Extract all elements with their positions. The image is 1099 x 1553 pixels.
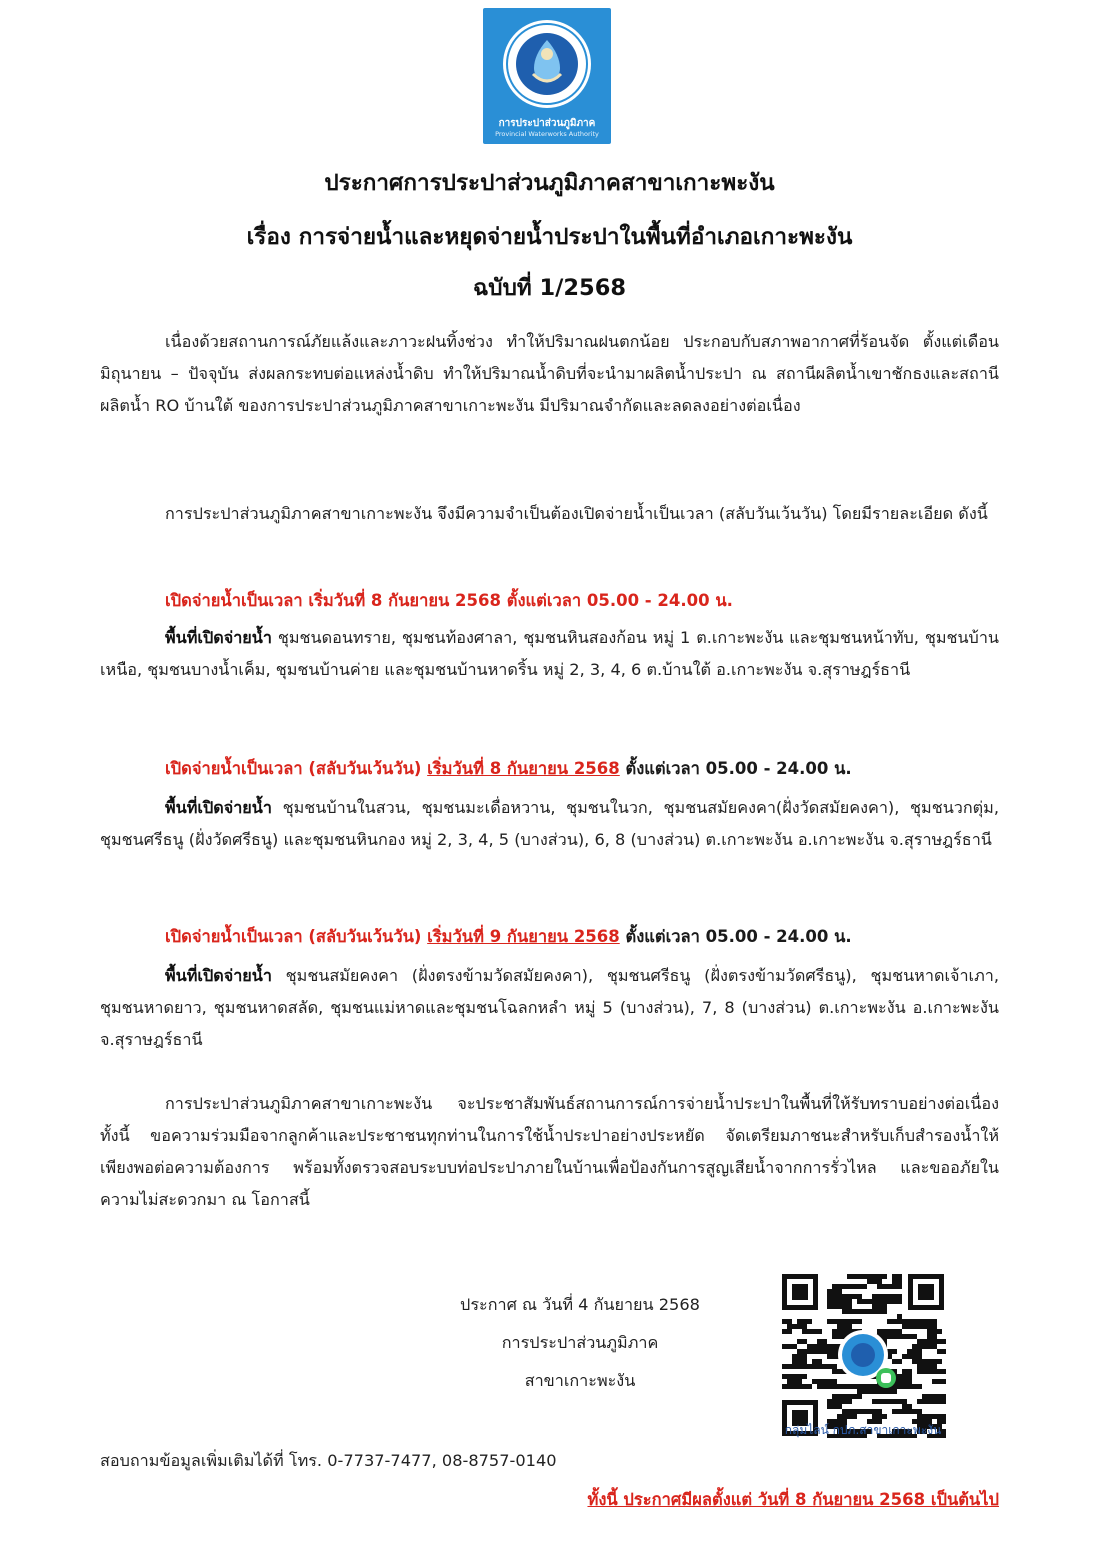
title-line-2: เรื่อง การจ่ายน้ำและหยุดจ่ายน้ำประปาในพื้นที่อำเภอเกาะพะงัน: [246, 224, 853, 250]
schedule-2-area: [100, 792, 999, 856]
contact-info: สอบถามข้อมูลเพิ่มเติมได้ที่ โทร. 0-7737-7477, 08-8757-0140: [100, 1451, 557, 1470]
closing-paragraph: การประปาส่วนภูมิภาคสาขาเกาะพะงัน จะประชาสัมพันธ์สถานการณ์การจ่ายน้ำประปาในพื้นที่ให้รับทราบอย่างต่อเนื่อง ทั้งนี้ ขอความร่วมมือจากลูกค้าและประชาชนทุกท่านในการใช้น้ำประปาอย่างประหยัด จัดเตรียมภาชนะสำหรับเก็บสำรองน้ำให้เพียงพอต่อความต้องการ พร้อมทั้งตรวจสอบระบบท่อประปาภายในบ้านเพื่อป้องกันการสูญเสียน้ำจากการรั่วไหล และขออภัยในความไม่สะดวกมา ณ โอกาสนี้: [100, 1094, 999, 1209]
qr-code-icon: [780, 1272, 946, 1438]
title-line-3: ฉบับที่ 1/2568: [472, 275, 627, 301]
logo-name-en: Provincial Waterworks Authority: [495, 130, 599, 138]
schedule-2-area-text: ชุมชนบ้านในสวน, ชุมชนมะเดื่อหวาน, ชุมชนในวก, ชุมชนสมัยคงคา(ฝั่งวัดสมัยคงคา), ชุมชนวกตุ่ม, ชุมชนศรีธนู (ฝั่งวัดศรีธนู) และชุมชนหินกอง หมู่ 2, 3, 4, 5 (บางส่วน), 6, 8 (บางส่วน) ต.เกาะพะงัน อ.เกาะพะงัน จ.สุราษฎร์ธานี: [100, 798, 999, 849]
pwa-emblem-icon: [483, 8, 611, 118]
effective-date-notice: ทั้งนี้ ประกาศมีผลตั้งแต่ วันที่ 8 กันยายน 2568 เป็นต้นไป: [587, 1490, 999, 1509]
schedule-3-area-text: ชุมชนสมัยคงคา (ฝั่งตรงข้ามวัดสมัยคงคา), ชุมชนศรีธนู (ฝั่งตรงข้ามวัดศรีธนู), ชุมชนหาดเจ้าเภา, ชุมชนหาดยาว, ชุมชนหาดสลัด, ชุมชนแม่หาดและชุมชนโฉลกหลำ หมู่ 5 (บางส่วน), 7, 8 (บางส่วน) ต.เกาะพะงัน อ.เกาะพะงัน จ.สุราษฎร์ธานี: [100, 966, 999, 1049]
schedule-3-heading: [165, 922, 852, 952]
schedule-3-area: [100, 960, 999, 1056]
schedule-2-heading: [165, 754, 852, 784]
schedule-2-heading-a: เปิดจ่ายน้ำเป็นเวลา (สลับวันเว้นวัน): [165, 759, 422, 778]
schedule-2-area-label: พื้นที่เปิดจ่ายน้ำ: [165, 798, 272, 817]
schedule-1-heading: เปิดจ่ายน้ำเป็นเวลา เริ่มวันที่ 8 กันยายน 2568 ตั้งแต่เวลา 05.00 - 24.00 น.: [165, 591, 733, 610]
schedule-1-area: [100, 622, 999, 686]
schedule-3-area-label: พื้นที่เปิดจ่ายน้ำ: [165, 966, 272, 985]
logo-name-th: การประปาส่วนภูมิภาค: [498, 118, 596, 129]
schedule-1-area-label: พื้นที่เปิดจ่ายน้ำ: [165, 628, 272, 647]
schedule-1-area-text: ชุมชนดอนทราย, ชุมชนท้องศาลา, ชุมชนหินสองก้อน หมู่ 1 ต.เกาะพะงัน และชุมชนหน้าทับ, ชุมชนบ้านเหนือ, ชุมชนบางน้ำเค็ม, ชุมชนบ้านค่าย และชุมชนบ้านหาดริ้น หมู่ 2, 3, 4, 6 ต.บ้านใต้ อ.เกาะพะงัน จ.สุราษฎร์ธานี: [100, 628, 999, 679]
schedule-3-heading-c: ตั้งแต่เวลา 05.00 - 24.00 น.: [625, 927, 852, 946]
signature-org-1: การประปาส่วนภูมิภาค: [501, 1333, 659, 1352]
intro-paragraph-1: เนื่องด้วยสถานการณ์ภัยแล้งและภาวะฝนทิ้งช่วง ทำให้ปริมาณฝนตกน้อย ประกอบกับสภาพอากาศที่ร้อนจัด ตั้งแต่เดือน มิถุนายน – ปัจจุบัน ส่งผลกระทบต่อแหล่งน้ำดิบ ทำให้ปริมาณน้ำดิบที่จะนำมาผลิตน้ำประปา ณ สถานีผลิตน้ำเขาชักธงและสถานีผลิตน้ำ RO บ้านใต้ ของการประปาส่วนภูมิภาคสาขาเกาะพะงัน มีปริมาณจำกัดและลดลงอย่างต่อเนื่อง: [100, 332, 999, 415]
pwa-logo: [483, 8, 611, 144]
signature-date: ประกาศ ณ วันที่ 4 กันยายน 2568: [460, 1295, 700, 1314]
schedule-2-heading-c: ตั้งแต่เวลา 05.00 - 24.00 น.: [625, 759, 852, 778]
signature-org-2: สาขาเกาะพะงัน: [524, 1371, 636, 1390]
line-group-qr-code[interactable]: [780, 1272, 946, 1438]
title-line-1: ประกาศการประปาส่วนภูมิภาคสาขาเกาะพะงัน: [324, 170, 775, 196]
qr-caption: กลุ่มไลน์ กปภ.สาขาเกาะพะงัน: [784, 1423, 942, 1437]
schedule-2-heading-b: เริ่มวันที่ 8 กันยายน 2568: [427, 759, 620, 778]
schedule-3-heading-b: เริ่มวันที่ 9 กันยายน 2568: [427, 927, 620, 946]
schedule-3-heading-a: เปิดจ่ายน้ำเป็นเวลา (สลับวันเว้นวัน): [165, 927, 422, 946]
intro-paragraph-2: การประปาส่วนภูมิภาคสาขาเกาะพะงัน จึงมีความจำเป็นต้องเปิดจ่ายน้ำเป็นเวลา (สลับวันเว้นวัน) โดยมีรายละเอียด ดังนี้: [165, 504, 988, 523]
